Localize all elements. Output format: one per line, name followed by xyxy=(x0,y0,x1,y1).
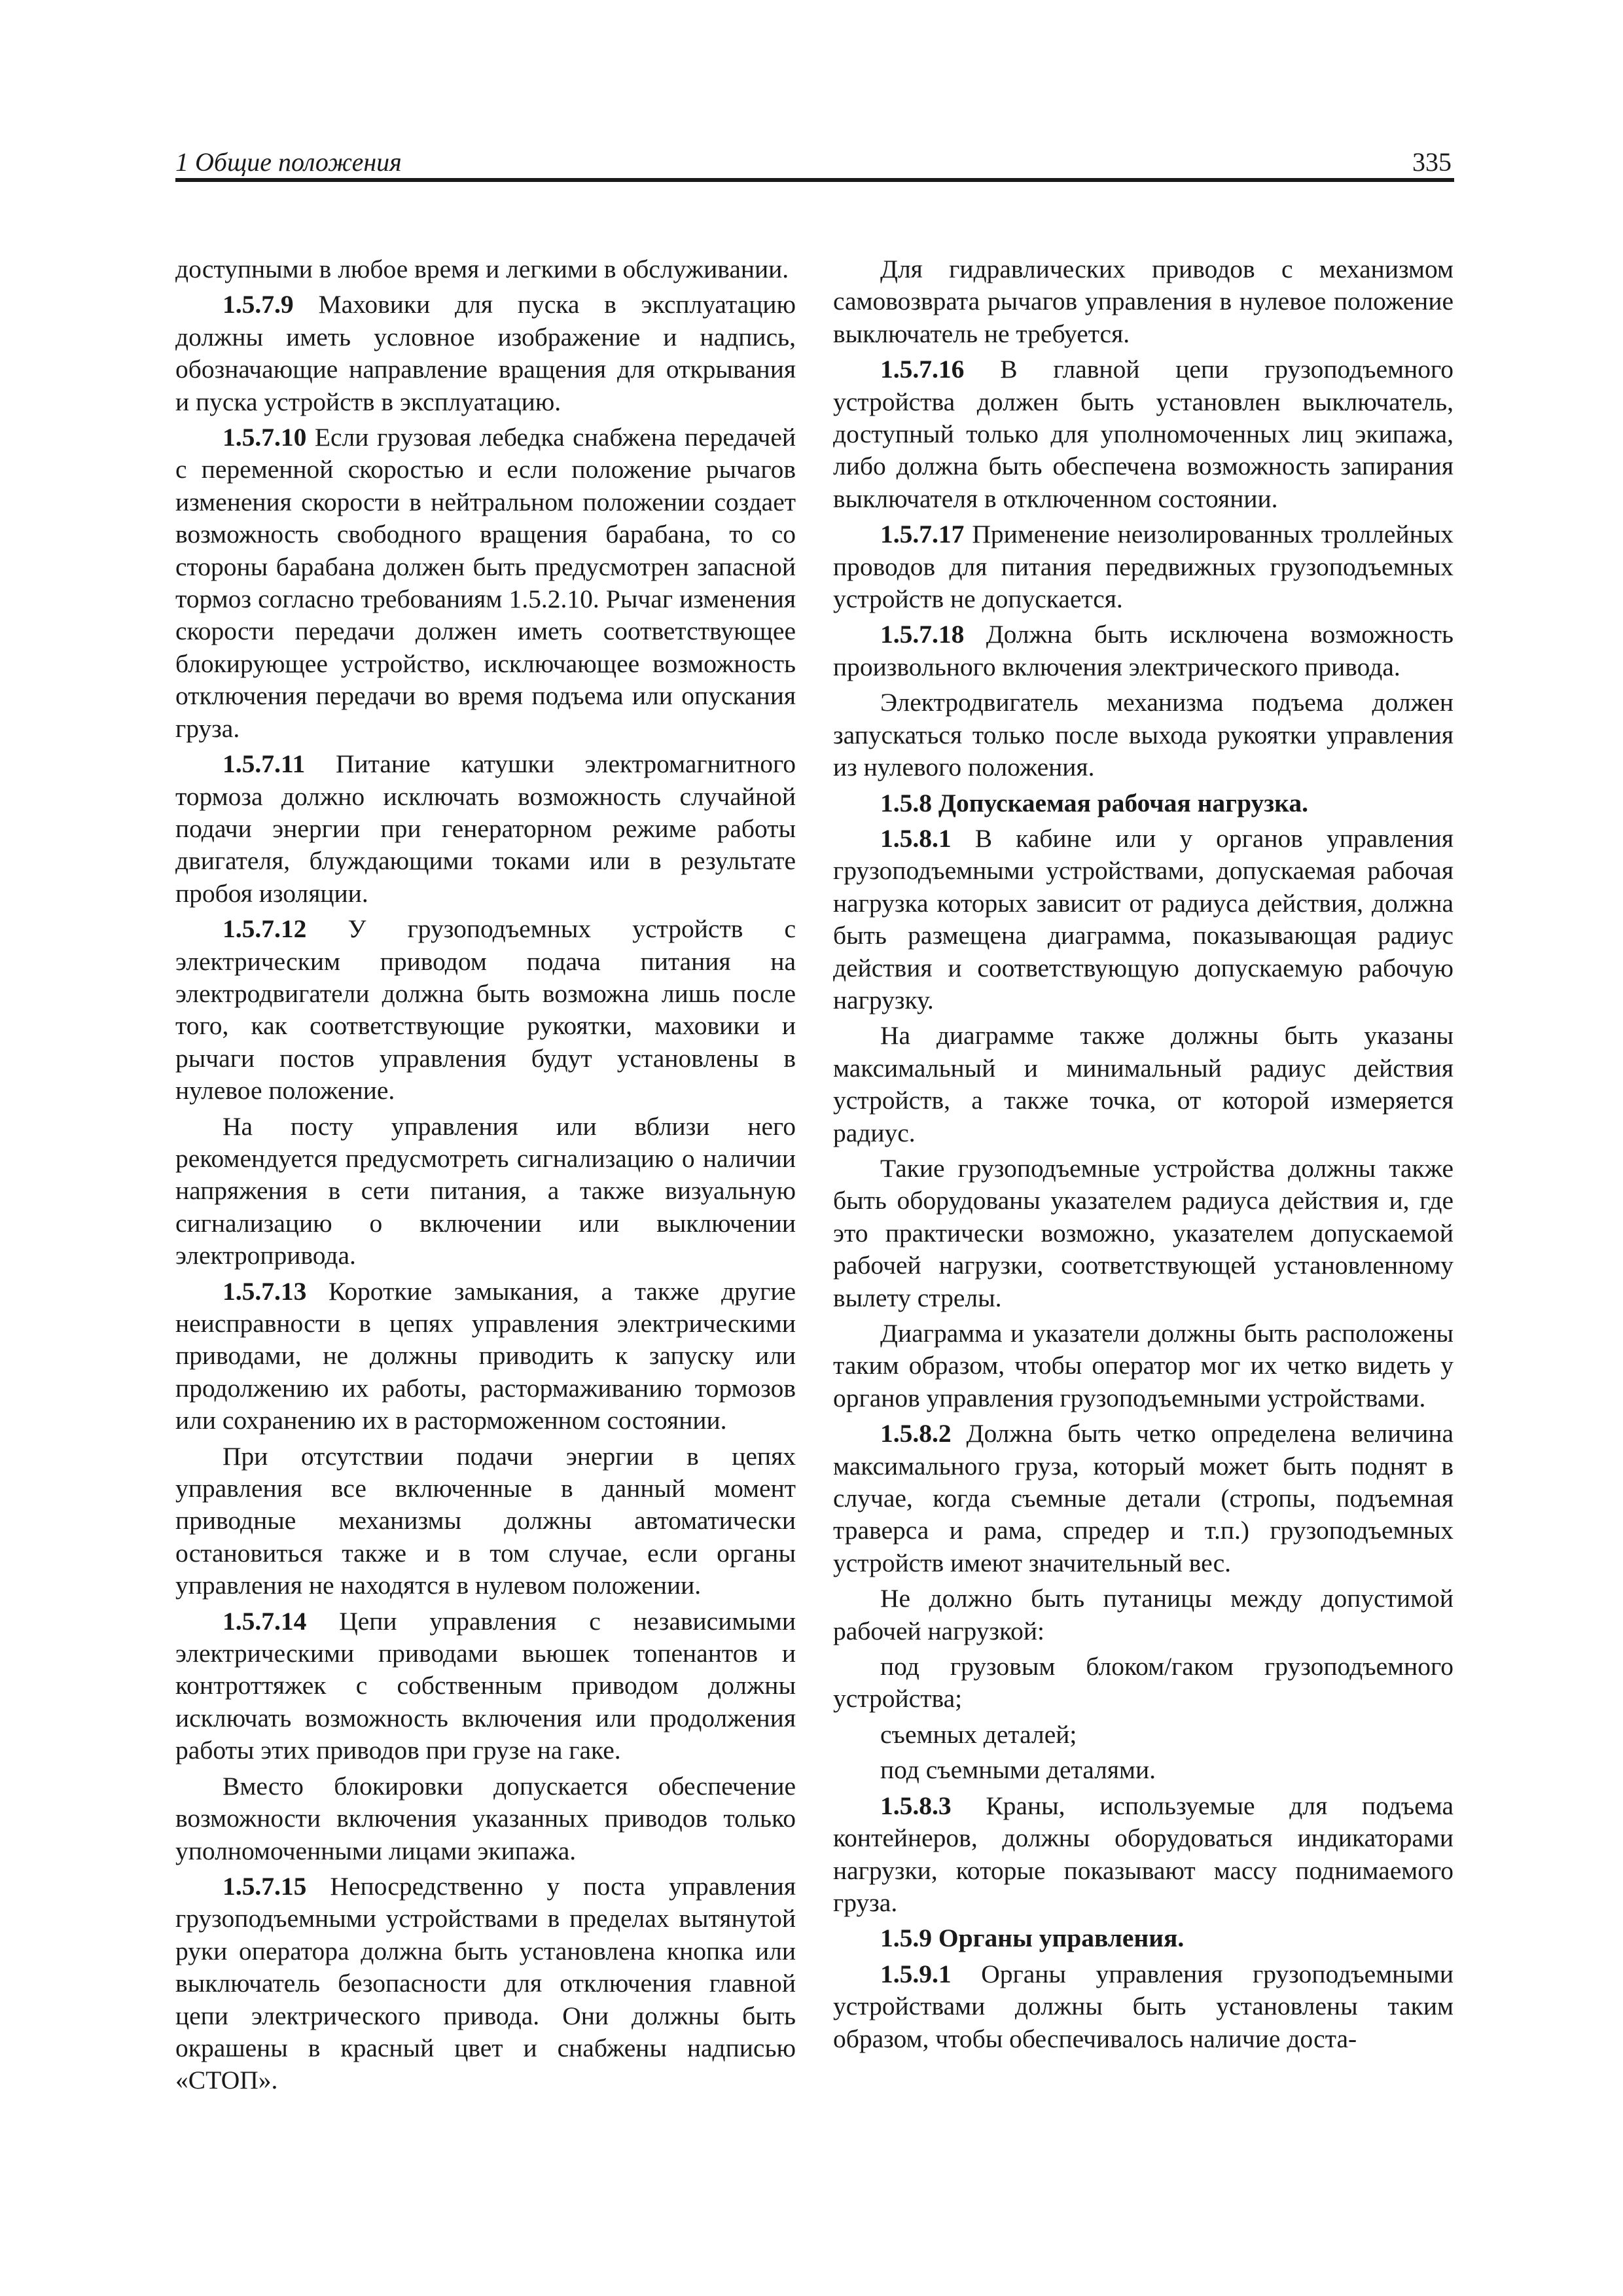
paragraph xyxy=(833,1318,1454,1414)
paragraph xyxy=(833,353,1454,515)
paragraph-text: Короткие замыкания, а также другие неисправности в цепях управления электрическими приводами, не должны приводить к запуску или продолжению их работы, растормаживанию тормозов или сохранению их в расторможенном состоянии. xyxy=(175,1276,796,1435)
paragraph xyxy=(175,422,796,745)
clause-number: 1.5.7.12 xyxy=(223,914,307,944)
paragraph-text: Если грузовая лебедка снабжена передачей с переменной скоростью и если положение рычагов изменения скорости в нейтральном положении создает возможность свободного вращения барабана, то со стороны барабана должен быть предусмотрен запасной тормоз согласно требованиям 1.5.2.10. Рычаг изменения скорости передачи должен иметь соответствующее блокирующее устройство, исключающее возможность отключения передачи во время подъема или опускания груза. xyxy=(175,423,796,743)
paragraph-text: Непосредственно у поста управления грузоподъемными устройствами в пределах вытянутой руки оператора должна быть установлена кнопка или выключатель безопасности для отключения главной цепи электрического привода. Они должны быть окрашены в красный цвет и снабжены надписью «СТОП». xyxy=(175,1871,796,2095)
clause-number: 1.5.7.13 xyxy=(223,1276,307,1306)
clause-number: 1.5.8.3 xyxy=(880,1791,952,1820)
clause-number: 1.5.8.2 xyxy=(880,1419,952,1448)
clause-number: 1.5.7.17 xyxy=(880,520,965,549)
clause-number: 1.5.7.11 xyxy=(223,749,306,779)
paragraph-text: Должна быть четко определена величина максимального груза, который может быть поднят в случае, когда съемные детали (стропы, подъемная траверса и рама, спредер и т.п.) грузоподъемных устройств имеют значительный вес. xyxy=(833,1419,1454,1577)
paragraph xyxy=(833,1583,1454,1647)
chapter-title: 1 Общие положения xyxy=(175,147,402,177)
paragraph-text: При отсутствии подачи энергии в цепях управления все включенные в данный момент приводные механизмы должны автоматически остановиться также и в том случае, если органы управления не находятся в нулевом положении. xyxy=(175,1441,796,1600)
paragraph-text: Не должно быть путаницы между допустимой рабочей нагрузкой: xyxy=(833,1584,1454,1645)
paragraph xyxy=(833,1020,1454,1149)
paragraph-text: Маховики для пуска в эксплуатацию должны иметь условное изображение и надпись, обозначающие направление вращения для открывания и пуска устройств в эксплуатацию. xyxy=(175,290,796,416)
paragraph-text: Вместо блокировки допускается обеспечение возможности включения указанных приводов только уполномоченными лицами экипажа. xyxy=(175,1771,796,1865)
paragraph-text: В кабине или у органов управления грузоподъемными устройствами, допускаемая рабочая нагрузка которых зависит от радиуса действия, должна быть размещена диаграмма, показывающая радиус действия и соответствующую допускаемую рабочую нагрузку. xyxy=(833,823,1454,1014)
paragraph xyxy=(833,1754,1454,1786)
clause-number: 1.5.7.15 xyxy=(223,1871,307,1901)
paragraph-text: Питание катушки электромагнитного тормоза должно исключать возможность случайной подачи энергии при генераторном режиме работы двигателя, блуждающими токами или в результате пробоя изоляции. xyxy=(175,749,796,908)
clause-number: 1.5.9.1 xyxy=(880,1959,952,1988)
clause-number: 1.5.8 xyxy=(880,788,932,817)
page-number: 335 xyxy=(1412,147,1452,177)
paragraph xyxy=(175,748,796,910)
paragraph-text: под грузовым блоком/гаком грузоподъемного устройства; xyxy=(833,1652,1454,1713)
clause-number: 1.5.9 xyxy=(880,1924,932,1953)
paragraph xyxy=(833,619,1454,683)
paragraph-text: На посту управления или вблизи него рекомендуется предусмотреть сигнализацию о наличии напряжения в сети питания, а также визуальную сигнализацию о включении или выключении электропривода. xyxy=(175,1111,796,1270)
paragraph-text: В главной цепи грузоподъемного устройства должен быть установлен выключатель, доступный только для уполномоченных лиц экипажа, либо должна быть обеспечена возможность запирания выключателя в отключенном состоянии. xyxy=(833,355,1454,513)
paragraph-text: Для гидравлических приводов с механизмом самовозврата рычагов управления в нулевое положение выключатель не требуется. xyxy=(833,255,1454,348)
paragraph xyxy=(175,253,796,285)
clause-number: 1.5.7.10 xyxy=(223,423,307,452)
paragraph xyxy=(175,1441,796,1602)
paragraph-text: Краны, используемые для подъема контейнеров, должны оборудоваться индикаторами нагрузки, которые показывают массу поднимаемого груза. xyxy=(833,1791,1454,1917)
paragraph xyxy=(833,1153,1454,1314)
clause-number: 1.5.7.14 xyxy=(223,1606,307,1636)
paragraph xyxy=(175,1605,796,1767)
paragraph xyxy=(175,913,796,1107)
paragraph xyxy=(175,289,796,418)
page-header xyxy=(175,145,1454,182)
paragraph xyxy=(175,1871,796,2097)
paragraph-text: Электродвигатель механизма подъема должен запускаться только после выхода рукоятки управления из нулевого положения. xyxy=(833,688,1454,782)
paragraph xyxy=(175,1770,796,1867)
clause-number: 1.5.7.18 xyxy=(880,620,965,649)
paragraph xyxy=(833,1651,1454,1715)
paragraph-text: У грузоподъемных устройств с электрическим приводом подача питания на электродвигатели должна быть возможна лишь после того, как соответствующие рукоятки, маховики и рычаги постов управления будут установлены в нулевое положение. xyxy=(175,914,796,1105)
heading-text: Органы управления. xyxy=(938,1924,1185,1953)
paragraph-text: съемных деталей; xyxy=(880,1719,1077,1749)
paragraph-text: Должна быть исключена возможность произвольного включения электрического привода. xyxy=(833,620,1454,681)
paragraph xyxy=(833,1418,1454,1579)
left-column xyxy=(175,253,796,2100)
paragraph xyxy=(833,687,1454,783)
clause-number: 1.5.8.1 xyxy=(880,823,952,853)
clause-number: 1.5.7.9 xyxy=(223,290,294,319)
paragraph xyxy=(833,518,1454,615)
section-heading xyxy=(833,787,1454,819)
paragraph xyxy=(833,1790,1454,1920)
section-heading xyxy=(833,1922,1454,1954)
clause-number: 1.5.7.16 xyxy=(880,355,965,384)
paragraph-text: Применение неизолированных троллейных проводов для питания передвижных грузоподъемных устройств не допускается. xyxy=(833,520,1454,614)
paragraph-text: доступными в любое время и легкими в обслуживании. xyxy=(175,255,789,283)
paragraph xyxy=(833,1719,1454,1751)
paragraph-text: Органы управления грузоподъемными устройствами должны быть установлены таким образом, чтобы обеспечивалось наличие доста- xyxy=(833,1959,1454,2053)
heading-text: Допускаемая рабочая нагрузка. xyxy=(938,788,1308,817)
paragraph-text: На диаграмме также должны быть указаны максимальный и минимальный радиус действия устройств, а также точка, от которой измеряется радиус. xyxy=(833,1021,1454,1147)
paragraph-text: Цепи управления с независимыми электрическими приводами вьюшек топенантов и контроттяжек с собственным приводом должны исключать возможность включения или продолжения работы этих приводов при грузе на гаке. xyxy=(175,1606,796,1765)
paragraph xyxy=(175,1276,796,1437)
paragraph xyxy=(833,253,1454,350)
paragraph-text: под съемными деталями. xyxy=(880,1755,1156,1785)
right-column xyxy=(833,253,1454,2058)
paragraph xyxy=(833,823,1454,1016)
paragraph-text: Такие грузоподъемные устройства должны также быть оборудованы указателем радиуса действия и, где это практически возможно, указателем допускаемой рабочей нагрузки, соответствующей установленному вылету стрелы. xyxy=(833,1153,1454,1312)
paragraph xyxy=(175,1111,796,1272)
paragraph xyxy=(833,1958,1454,2055)
paragraph-text: Диаграмма и указатели должны быть расположены таким образом, чтобы оператор мог их четко видеть у органов управления грузоподъемными устройствами. xyxy=(833,1319,1454,1412)
